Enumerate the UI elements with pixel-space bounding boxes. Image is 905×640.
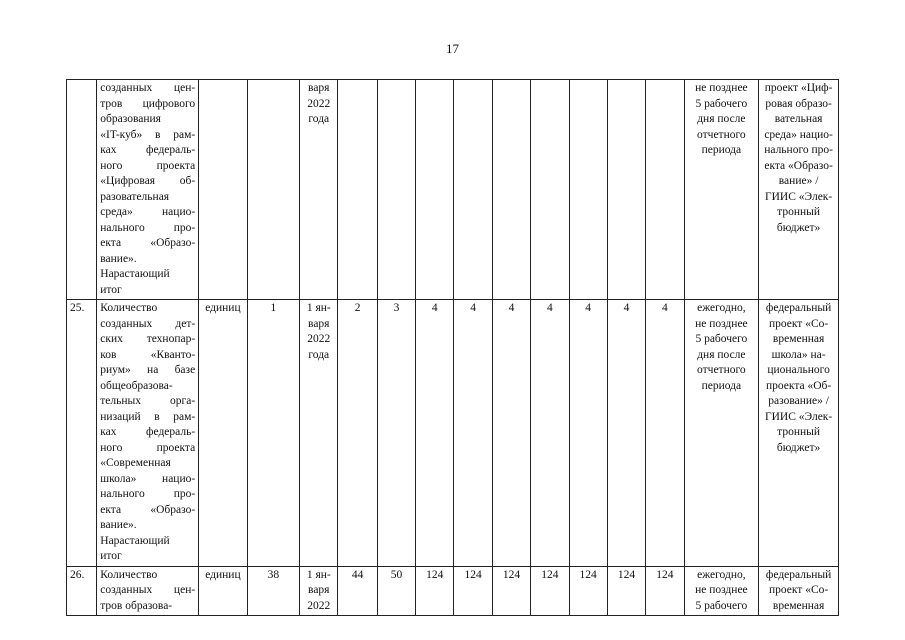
text-line: дня после xyxy=(697,113,746,125)
text-line: ежегодно, xyxy=(697,568,746,581)
text-line: периода xyxy=(701,379,742,392)
target-value-cell xyxy=(377,80,415,300)
indicator-name-cell xyxy=(97,300,199,567)
target-value-cell xyxy=(416,80,454,300)
base-value-cell: 38 xyxy=(247,566,299,616)
text-line: ках федераль- xyxy=(100,144,196,156)
text-line: вательная xyxy=(774,113,823,125)
text-line: тров образова- xyxy=(100,599,173,612)
text-line: вание» / xyxy=(778,175,819,187)
indicator-name-cell xyxy=(97,566,199,616)
data-source-cell xyxy=(759,566,839,616)
base-date-cell xyxy=(300,300,338,567)
reporting-period-cell xyxy=(684,566,759,616)
text-line: разование» / xyxy=(768,395,829,407)
text-line: ков «Кванто- xyxy=(100,348,196,361)
text-line: 5 рабочего xyxy=(695,599,748,612)
base-date-cell xyxy=(300,80,338,300)
target-value-cell: 4 xyxy=(531,300,569,567)
text-line: временная xyxy=(772,599,825,612)
target-value-cell: 4 xyxy=(454,300,492,567)
text-line: среда» нацио- xyxy=(764,128,833,141)
text-line: периода xyxy=(701,144,742,156)
text-line: Нарастающий xyxy=(100,268,170,280)
target-value-cell: 124 xyxy=(646,566,684,616)
text-line: «Современная xyxy=(100,457,171,469)
text-line: 1 ян- xyxy=(306,302,331,314)
text-line: среда» нацио- xyxy=(100,206,196,218)
text-line: варя xyxy=(308,82,330,94)
text-line: разовательная xyxy=(100,190,170,203)
text-line: 5 рабочего xyxy=(695,333,748,345)
text-line: не позднее xyxy=(695,317,748,330)
text-line: екта «Образо- xyxy=(100,503,196,516)
unit-cell: единиц xyxy=(199,300,247,567)
text-line: школа» нацио- xyxy=(100,472,196,485)
row-number-cell xyxy=(67,80,97,300)
base-value-cell xyxy=(247,80,299,300)
target-value-cell: 4 xyxy=(646,300,684,567)
target-value-cell: 2 xyxy=(338,300,377,567)
unit-cell xyxy=(199,80,247,300)
text-line: ровая образо- xyxy=(765,97,832,110)
text-line: Количество xyxy=(100,302,158,314)
text-line: варя xyxy=(308,584,330,596)
data-source-cell xyxy=(759,300,839,567)
target-value-cell: 4 xyxy=(492,300,530,567)
text-line: года xyxy=(308,113,330,125)
text-line: екта «Образо- xyxy=(100,237,196,249)
text-line: «IT-куб» в рам- xyxy=(100,128,196,141)
indicator-name-cell xyxy=(97,80,199,300)
text-line: проект «Со- xyxy=(768,317,829,330)
unit-cell: единиц xyxy=(199,566,247,616)
text-line: итог xyxy=(100,550,122,562)
text-line: не позднее xyxy=(695,584,748,596)
base-value-cell: 1 xyxy=(247,300,299,567)
text-line: временная xyxy=(772,333,825,345)
text-line: варя xyxy=(308,317,330,330)
text-line: федеральный xyxy=(765,302,832,314)
text-line: вание». xyxy=(100,519,137,531)
text-line: ного проекта xyxy=(100,159,196,172)
table-row xyxy=(67,300,839,567)
target-value-cell xyxy=(531,80,569,300)
text-line: ских технопар- xyxy=(100,333,196,345)
target-value-cell: 124 xyxy=(569,566,607,616)
target-value-cell: 4 xyxy=(569,300,607,567)
base-date-cell xyxy=(300,566,338,616)
text-line: федеральный xyxy=(765,568,832,581)
target-value-cell xyxy=(338,80,377,300)
page-number: 17 xyxy=(446,41,459,56)
text-line: нального про- xyxy=(100,221,196,234)
text-line: проект «Циф- xyxy=(764,82,833,94)
text-line: ежегодно, xyxy=(697,302,746,314)
table-row xyxy=(67,80,839,300)
row-number-cell: 26. xyxy=(67,566,97,616)
text-line: проект «Со- xyxy=(768,584,829,596)
reporting-period-cell xyxy=(684,300,759,567)
reporting-period-cell xyxy=(684,80,759,300)
table-row xyxy=(67,566,839,616)
text-line: ционального xyxy=(767,364,830,376)
text-line: тронный xyxy=(777,426,821,438)
text-line: образования xyxy=(100,113,161,125)
target-value-cell: 50 xyxy=(377,566,415,616)
text-line: низаций в рам- xyxy=(100,410,196,423)
text-line: ГИИС «Элек- xyxy=(764,190,833,203)
text-line: созданных дет- xyxy=(100,317,196,330)
target-value-cell: 124 xyxy=(531,566,569,616)
target-value-cell: 124 xyxy=(416,566,454,616)
text-line: тров цифрового xyxy=(100,97,196,110)
text-line: нального про- xyxy=(100,488,196,500)
text-line: тельных орга- xyxy=(100,395,196,407)
text-line: Количество xyxy=(100,568,158,581)
text-line: 2022 xyxy=(307,97,331,110)
text-line: 2022 xyxy=(307,333,331,345)
text-line: ГИИС «Элек- xyxy=(764,410,833,423)
text-line: года xyxy=(308,348,330,361)
text-line: екта «Образо- xyxy=(764,159,833,172)
text-line: проекта «Об- xyxy=(765,379,832,392)
text-line: тронный xyxy=(777,206,821,218)
text-line: отчетного xyxy=(697,128,746,141)
target-value-cell xyxy=(646,80,684,300)
text-line: школа» на- xyxy=(771,348,826,361)
text-line: не позднее xyxy=(695,82,748,94)
text-line: созданных цен- xyxy=(100,584,196,596)
target-value-cell: 124 xyxy=(492,566,530,616)
text-line: общеобразова- xyxy=(100,379,173,392)
text-line: ках федераль- xyxy=(100,426,196,438)
text-line: бюджет» xyxy=(776,441,821,454)
target-value-cell xyxy=(569,80,607,300)
text-line: созданных цен- xyxy=(100,82,196,94)
text-line: 5 рабочего xyxy=(695,97,748,110)
text-line: бюджет» xyxy=(776,221,821,234)
text-line: дня после xyxy=(697,348,746,361)
target-value-cell: 3 xyxy=(377,300,415,567)
text-line: итог xyxy=(100,283,122,296)
text-line: «Цифровая об- xyxy=(100,175,196,187)
target-value-cell: 44 xyxy=(338,566,377,616)
row-number-cell: 25. xyxy=(67,300,97,567)
text-line: ного проекта xyxy=(100,441,196,454)
target-value-cell xyxy=(454,80,492,300)
text-line: риум» на базе xyxy=(100,364,196,376)
data-source-cell xyxy=(759,80,839,300)
target-value-cell xyxy=(492,80,530,300)
text-line: Нарастающий xyxy=(100,534,170,547)
target-value-cell: 4 xyxy=(607,300,645,567)
text-line: 2022 xyxy=(307,599,331,612)
target-value-cell: 124 xyxy=(607,566,645,616)
target-value-cell: 124 xyxy=(454,566,492,616)
indicators-table xyxy=(66,79,839,616)
text-line: отчетного xyxy=(697,364,746,376)
target-value-cell xyxy=(607,80,645,300)
text-line: нального про- xyxy=(764,144,833,156)
text-line: вание». xyxy=(100,252,137,265)
text-line: 1 ян- xyxy=(306,568,331,581)
target-value-cell: 4 xyxy=(416,300,454,567)
